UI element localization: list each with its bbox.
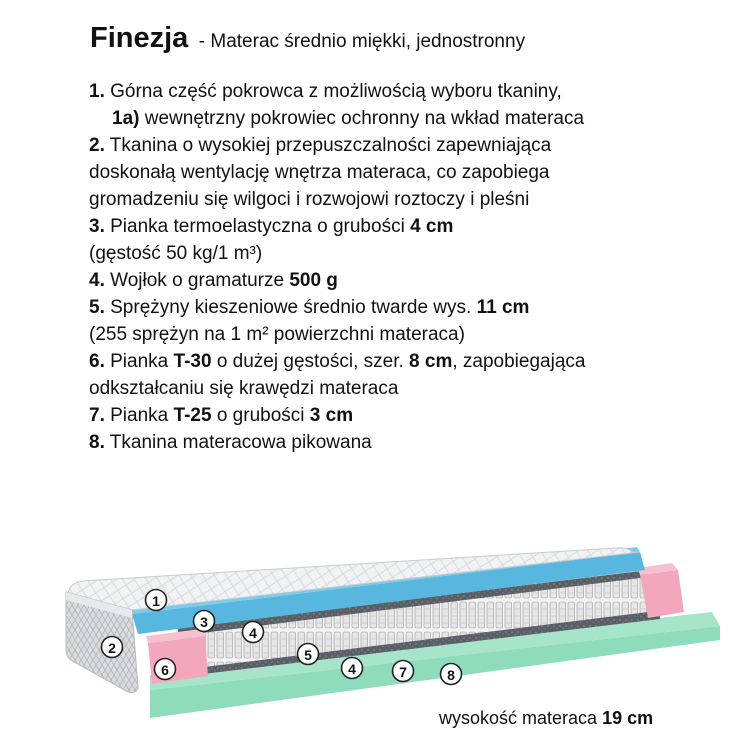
layer-marker-number: 6	[161, 662, 169, 678]
spec-text: Tkanina o wysokiej przepuszczalności zapewniająca	[104, 135, 552, 156]
layer-marker	[298, 644, 319, 665]
spec-text: Wojłok o gramaturze	[104, 270, 290, 291]
layer-marker-number: 1	[152, 593, 160, 609]
spec-text: doskonałą wentylację wnętrza materaca, co zapobiega	[89, 162, 550, 183]
spec-bold-text: 8.	[89, 432, 105, 453]
spec-text: Pianka	[104, 405, 174, 426]
spec-bold-text: 3 cm	[309, 405, 354, 426]
product-title	[90, 22, 525, 55]
spec-bold-text: 5.	[89, 297, 105, 318]
spec-line	[89, 321, 729, 348]
spec-bold-text: T-30	[173, 351, 212, 372]
spec-bold-text: 4.	[89, 270, 105, 291]
spec-bold-text: 4 cm	[410, 216, 454, 237]
spec-line	[89, 348, 729, 375]
layer-marker	[194, 611, 215, 632]
spec-line	[89, 267, 729, 294]
spec-line	[89, 132, 729, 159]
layer-marker-number: 2	[108, 640, 116, 656]
spec-text: Tkanina materacowa pikowana	[104, 432, 372, 453]
layer-marker-number: 8	[447, 667, 455, 683]
spec-bold-text: 6.	[89, 351, 105, 372]
spec-bold-text: 7.	[89, 405, 105, 426]
spec-line	[89, 213, 729, 240]
layer-marker	[155, 659, 176, 680]
layer-marker-number: 4	[348, 661, 356, 677]
spec-text: (255 sprężyn na 1 m² powierzchni materaca)	[89, 324, 465, 345]
spec-text: Sprężyny kieszeniowe średnio twarde wys.	[104, 297, 477, 318]
layer-marker	[243, 622, 264, 643]
spec-line	[89, 375, 729, 402]
layer-marker	[146, 590, 167, 611]
spec-line	[89, 105, 729, 132]
spec-line	[89, 240, 729, 267]
layer-marker-number: 5	[304, 647, 312, 663]
spec-bold-text: T-25	[173, 405, 212, 426]
layer-marker-number: 3	[200, 614, 208, 630]
spec-text: Górna część pokrowca z możliwością wyboru tkaniny,	[104, 81, 562, 102]
height-label: wysokość materaca	[439, 708, 603, 728]
spec-text: o dużej gęstości, szer.	[211, 351, 410, 372]
spec-bold-text: 11 cm	[476, 297, 530, 318]
spec-bold-text: 8 cm	[409, 351, 453, 372]
spec-bold-text: 1a)	[112, 108, 140, 129]
spec-text: gromadzeniu się wilgoci i rozwojowi roztoczy i pleśni	[89, 189, 530, 210]
spec-line	[89, 429, 729, 456]
spec-text: Pianka	[104, 351, 174, 372]
spec-line	[89, 294, 729, 321]
spec-line	[89, 402, 729, 429]
spec-bold-text: 3.	[89, 216, 105, 237]
spec-bold-text: 500 g	[289, 270, 338, 291]
spec-text: (gęstość 50 kg/1 m³)	[89, 243, 263, 264]
spec-text: Pianka termoelastyczna o grubości	[104, 216, 411, 237]
layer-marker-number: 7	[399, 664, 407, 680]
spec-list	[89, 78, 729, 456]
spec-text: o grubości	[211, 405, 310, 426]
layer-marker	[342, 658, 363, 679]
spec-text: wewnętrzny pokrowiec ochronny na wkład materaca	[139, 108, 585, 129]
layer-marker	[441, 664, 462, 685]
spec-text: odkształcaniu się krawędzi materaca	[89, 378, 399, 399]
product-subtitle: - Materac średnio miękki, jednostronny	[198, 31, 526, 52]
layer-marker	[102, 637, 123, 658]
product-name: Finezja	[90, 22, 189, 54]
spec-line	[89, 159, 729, 186]
spec-bold-text: 1.	[89, 81, 105, 102]
spec-text: , zapobiegająca	[452, 351, 586, 372]
spec-line	[89, 186, 729, 213]
layer-marker-number: 4	[249, 625, 257, 641]
spec-bold-text: 2.	[89, 135, 105, 156]
layer-marker	[393, 661, 414, 682]
spec-line	[89, 78, 729, 105]
mattress-height-caption	[439, 708, 653, 729]
height-value: 19 cm	[602, 708, 654, 728]
